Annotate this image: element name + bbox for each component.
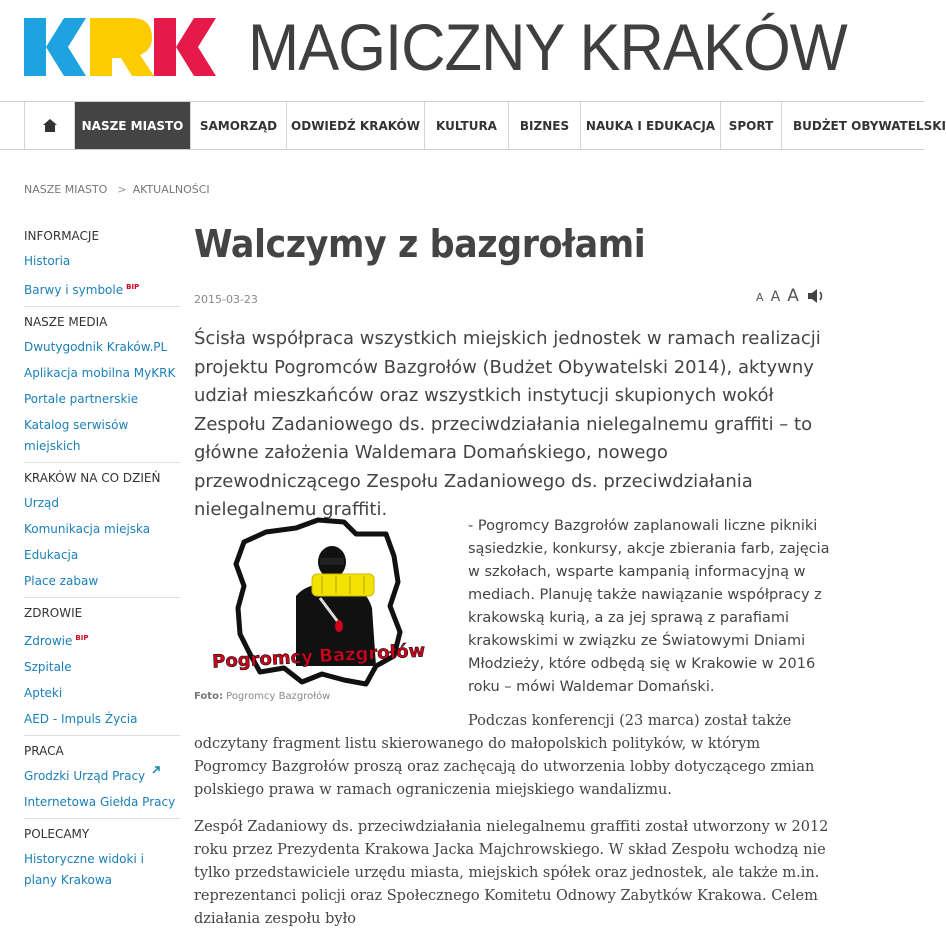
nav-item-samorzad[interactable]: SAMORZĄD xyxy=(190,102,286,149)
home-icon xyxy=(43,119,57,132)
sidebar xyxy=(24,226,180,894)
breadcrumb-item[interactable]: NASZE MIASTO xyxy=(24,183,108,196)
font-size-medium-button[interactable]: A xyxy=(770,289,781,305)
article-paragraph: Zespół Zadaniowy ds. przeciwdziałania nielegalnemu graffiti został utworzony w 2012 roku przez Prezydenta Krakowa Jacka Majchrowskiego. W skład Zespołu wchodzą nie tylko przedstawiciele urzędu miasta, miejskich spółek oraz jednostek, ale także m.in. reprezentanci policji oraz Społecznego Komitetu Odnowy Zabytków Krakowa. Celem działania zespołu było xyxy=(194,819,829,927)
sidebar-link-barwy-i-symbole[interactable] xyxy=(24,275,180,304)
site-header xyxy=(0,0,924,100)
speaker-icon[interactable] xyxy=(806,287,826,305)
nav-item-sport[interactable]: SPORT xyxy=(720,102,781,149)
sidebar-link-dwutygodnik[interactable]: Dwutygodnik Kraków.PL xyxy=(24,340,168,354)
sidebar-link-aed[interactable]: AED - Impuls Życia xyxy=(24,712,138,726)
sidebar-heading: NASZE MEDIA xyxy=(24,306,180,335)
nav-item-kultura[interactable]: KULTURA xyxy=(424,102,508,149)
sidebar-heading: POLECAMY xyxy=(24,818,180,847)
nav-item-odwiedz-krakow[interactable]: ODWIEDŹ KRAKÓW xyxy=(286,102,424,149)
sidebar-heading: KRAKÓW NA CO DZIEŃ xyxy=(24,462,180,491)
sidebar-link-szpitale[interactable]: Szpitale xyxy=(24,660,72,674)
photo-logo-text: Pogromcy Bazgrołów xyxy=(211,640,426,673)
article-title: Walczymy z bazgrołami xyxy=(194,222,646,266)
bip-badge: BIP xyxy=(126,283,140,291)
nav-item-budzet-obywatelski[interactable]: BUDŻET OBYWATELSKI xyxy=(781,102,941,149)
sidebar-link-historia[interactable]: Historia xyxy=(24,254,71,268)
sidebar-link-urzad[interactable]: Urząd xyxy=(24,496,59,510)
sidebar-link-historyczne-widoki[interactable]: Historyczne widoki i plany Krakowa xyxy=(24,852,144,887)
external-link-icon xyxy=(151,766,160,775)
sidebar-link-gielda-pracy[interactable]: Internetowa Giełda Pracy xyxy=(24,795,176,809)
sidebar-heading: PRACA xyxy=(24,735,180,764)
article-photo[interactable] xyxy=(211,516,426,690)
bip-badge: BIP xyxy=(75,634,89,642)
nav-item-nauka-i-edukacja[interactable]: NAUKA I EDUKACJA xyxy=(580,102,720,149)
chevron-right-icon: > xyxy=(117,183,127,196)
site-title[interactable]: MAGICZNY KRAKÓW xyxy=(248,10,847,84)
article-paragraph: Podczas konferencji (23 marca) został także odczytany fragment listu skierowanego do małopolskich polityków, w którym Pogromcy Bazgrołów proszą oraz zachęcają do utworzenia lobby dotyczącego zmian polskiego prawa w ramach ograniczenia miejskiego wandalizmu. xyxy=(194,713,815,798)
breadcrumb xyxy=(24,183,210,196)
nav-home[interactable] xyxy=(24,102,74,149)
breadcrumb-item[interactable]: AKTUALNOŚCI xyxy=(132,183,210,196)
sidebar-link-apteki[interactable]: Apteki xyxy=(24,686,63,700)
main-nav xyxy=(0,101,946,150)
article-date: 2015-03-23 xyxy=(194,293,258,306)
font-size-small-button[interactable]: A xyxy=(756,291,764,304)
sidebar-heading: INFORMACJE xyxy=(24,229,100,243)
link-label: Grodzki Urząd Pracy xyxy=(24,769,146,783)
article-paragraph: - Pogromcy Bazgrołów zaplanowali liczne pikniki sąsiedzkie, konkursy, akcje zbierania farb, zajęcia w szkołach, wsparte kampanią informacyjną w mediach. Planuję także nawiązanie współpracy z krakowską kurią, a za jej sprawą z parafiami krakowskimi w związku ze Światowymi Dniami Młodzieży, które odbędą się w Krakowie w 2016 roku – mówi Waldemar Domański. xyxy=(468,518,830,695)
sidebar-link-aplikacja-mykrk[interactable]: Aplikacja mobilna MyKRK xyxy=(24,366,176,380)
sidebar-link-zdrowie[interactable] xyxy=(24,626,180,655)
link-label: Barwy i symbole xyxy=(24,283,124,297)
sidebar-link-portale-partnerskie[interactable]: Portale partnerskie xyxy=(24,392,139,406)
nav-item-nasze-miasto[interactable]: NASZE MIASTO xyxy=(74,102,190,149)
sidebar-link-place-zabaw[interactable]: Place zabaw xyxy=(24,574,99,588)
link-label: Zdrowie xyxy=(24,634,73,648)
caption-text: Pogromcy Bazgrołów xyxy=(226,691,331,702)
sidebar-heading: ZDROWIE xyxy=(24,597,180,626)
sidebar-link-grodzki-urzad-pracy[interactable] xyxy=(24,764,180,790)
sidebar-link-komunikacja[interactable]: Komunikacja miejska xyxy=(24,522,151,536)
nav-item-biznes[interactable]: BIZNES xyxy=(508,102,580,149)
photo-caption xyxy=(194,691,330,702)
sidebar-link-katalog-serwisow[interactable]: Katalog serwisów miejskich xyxy=(24,418,129,453)
krk-logo[interactable] xyxy=(24,18,216,76)
article-lead: Ścisła współpraca wszystkich miejskich jednostek w ramach realizacji projektu Pogromców Bazgrołów (Budżet Obywatelski 2014), aktywny udział mieszkańców oraz wszystkich instytucji skupionych wokół Zespołu Zadaniowego ds. przeciwdziałania nielegalnemu graffiti – to główne założenia Waldemara Domańskiego, nowego przewodniczącego Zespołu Zadaniowego ds. przeciwdziałania nielegalnemu graffiti. xyxy=(194,328,821,520)
sidebar-link-edukacja[interactable]: Edukacja xyxy=(24,548,79,562)
font-size-controls xyxy=(756,286,801,306)
caption-label: Foto: xyxy=(194,691,223,702)
font-size-large-button[interactable]: A xyxy=(787,286,799,306)
